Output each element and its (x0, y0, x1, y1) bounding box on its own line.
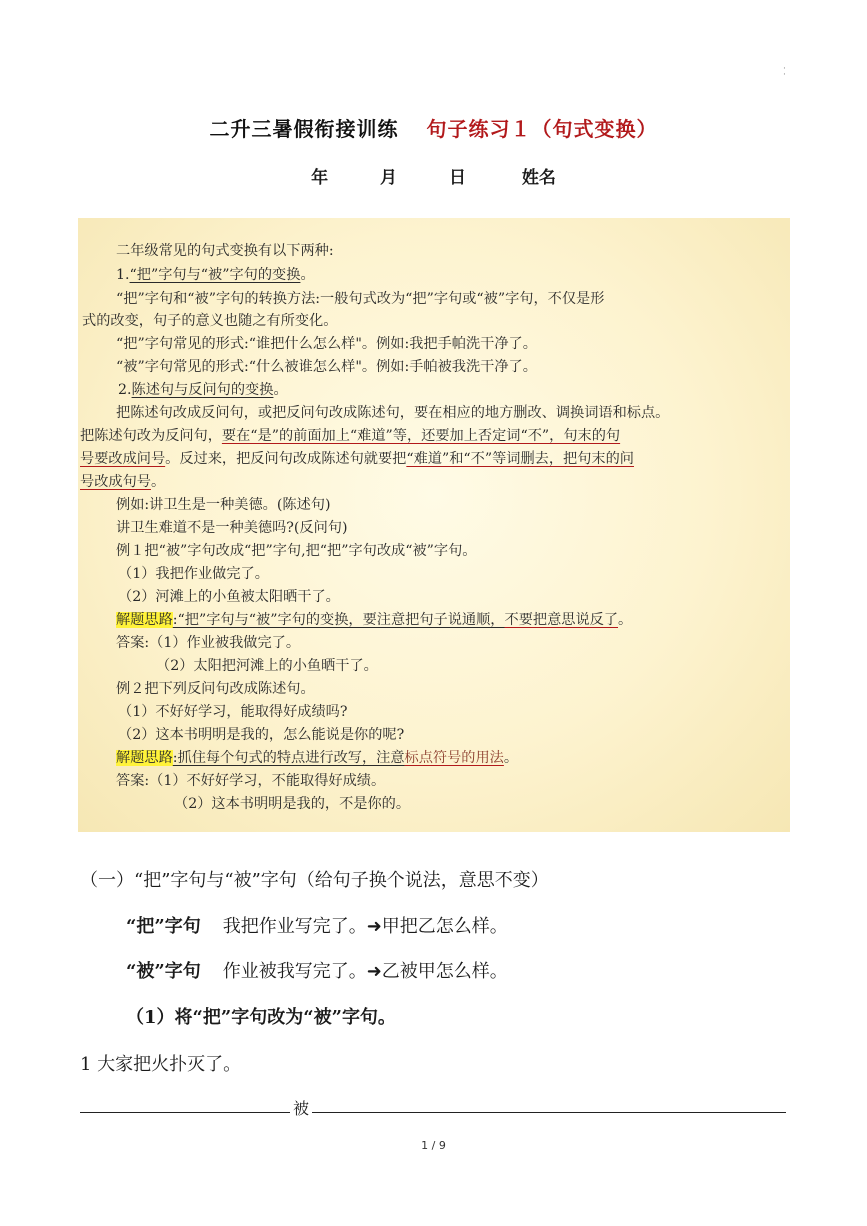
notes-answer: 答案:（1）作业被我做完了。 (116, 635, 301, 651)
notes-underlined-fragment: 要在“是”的前面加上“难道”等，还要加上否定词“不”，句末的句 (221, 428, 621, 444)
notes-point-2 (118, 380, 288, 400)
notes-fragment: 把陈述句改为反问句， (80, 428, 222, 444)
ba-label: “把”字句 (126, 916, 201, 937)
tip-highlight: 解题思路 (116, 750, 173, 766)
notes-example-item: （1）我把作业做完了。 (118, 566, 269, 582)
tip-text-emphasis: 不要把意思说反了 (504, 612, 619, 628)
year-label: 年 (311, 168, 329, 188)
tip-highlight: 解题思路 (116, 612, 173, 628)
notes-answer: （2）这本书明明是我的，不是你的。 (174, 796, 411, 812)
task-instruction: （1）将“把”字句改为“被”字句。 (126, 1007, 396, 1028)
tip-period: 。 (618, 612, 633, 628)
notes-text (80, 449, 634, 469)
notes-intro: 二年级常见的句式变换有以下两种: (116, 243, 334, 259)
month-label: 月 (380, 168, 398, 188)
bei-example: 作业被我写完了。➜乙被甲怎么样。 (222, 961, 508, 982)
point-2-period: 。 (273, 382, 288, 398)
notes-answer: （2）太阳把河滩上的小鱼晒干了。 (156, 658, 378, 674)
point-1-number: 1. (116, 267, 130, 283)
question-1: 1 大家把火扑灭了。 (80, 1054, 242, 1075)
notes-point-1 (116, 265, 315, 285)
notes-text (80, 426, 620, 446)
notes-fragment: 。反过来，把反问句改成陈述句就要把 (165, 451, 407, 467)
title-main: 二升三暑假衔接训练 (209, 117, 399, 141)
notes-text: “把”字句常见的形式:“谁把什么怎么样"。例如:我把手帕洗干净了。 (116, 336, 537, 352)
ba-sentence-pattern (126, 912, 508, 938)
notes-text: “把”字句和“被”字句的转换方法:一般句式改为“把”字句或“被”字句，不仅是形 (116, 291, 605, 307)
notes-underlined-fragment: 号改成句号 (80, 474, 151, 490)
tip-text: :“把”字句与“被”字句的变换，要注意把句子说通顺， (172, 612, 505, 628)
page-title (0, 113, 867, 142)
notes-text: “被”字句常见的形式:“什么被谁怎么样"。例如:手帕被我洗干净了。 (116, 359, 537, 375)
notes-example-1-title: 例１把“被”字句改成“把”字句,把“把”字句改成“被”字句。 (116, 543, 477, 559)
tip-period: 。 (503, 750, 519, 766)
notes-solution-tip (116, 610, 632, 630)
notes-text: 式的改变，句子的意义也随之有所变化。 (82, 313, 338, 329)
notes-example-item: （2）河滩上的小鱼被太阳晒干了。 (118, 589, 340, 605)
notes-example: 例如:讲卫生是一种美德。(陈述句) (116, 497, 331, 513)
answer-blank-right[interactable] (312, 1112, 786, 1113)
point-2-number: 2. (118, 382, 132, 398)
notes-underlined-fragment: 号要改成问号 (80, 451, 166, 467)
notes-example-2-title: 例２把下列反问句改成陈述句。 (116, 681, 315, 697)
page-number: 1 / 9 (421, 1139, 446, 1152)
point-2-heading: 陈述句与反问句的变换 (131, 382, 274, 398)
notes-solution-tip (116, 748, 518, 768)
point-1-period: 。 (300, 267, 315, 283)
bei-sentence-pattern (126, 957, 508, 983)
tip-text-emphasis: 标点符号的用法 (404, 750, 504, 766)
notes-answer: 答案:（1）不好好学习，不能取得好成绩。 (116, 773, 386, 789)
answer-blank-left[interactable] (80, 1112, 290, 1113)
section-title: （一）“把”字句与“被”字句（给句子换个说法，意思不变） (80, 870, 549, 891)
notes-example-item: （2）这本书明明是我的，怎么能说是你的呢? (118, 727, 405, 743)
notes-underlined-fragment: “难道”和“不”等词删去，把句末的问 (406, 451, 634, 467)
point-1-heading: “把”字句与“被”字句的变换 (129, 267, 301, 283)
notes-text (80, 472, 165, 492)
answer-word: 被 (293, 1099, 310, 1118)
notes-example-item: （1）不好好学习，能取得好成绩吗? (118, 704, 348, 720)
bei-label: “被”字句 (126, 961, 201, 982)
notes-fragment: 。 (150, 474, 166, 490)
ba-example: 我把作业写完了。➜甲把乙怎么样。 (222, 916, 508, 937)
notes-example: 讲卫生难道不是一种美德吗?(反问句) (116, 520, 348, 536)
date-name-line (0, 163, 867, 188)
day-label: 日 (448, 168, 466, 188)
title-subtitle: 句子练习１（句式变换） (426, 117, 658, 141)
corner-mark: · · (783, 64, 786, 80)
knowledge-notes-box (78, 218, 790, 832)
name-label: 姓名 (521, 168, 556, 188)
tip-text: :抓住每个句式的特点进行改写，注意 (172, 750, 405, 766)
notes-text: 把陈述句改成反问句，或把反问句改成陈述句，要在相应的地方删改、调换词语和标点。 (116, 405, 670, 421)
